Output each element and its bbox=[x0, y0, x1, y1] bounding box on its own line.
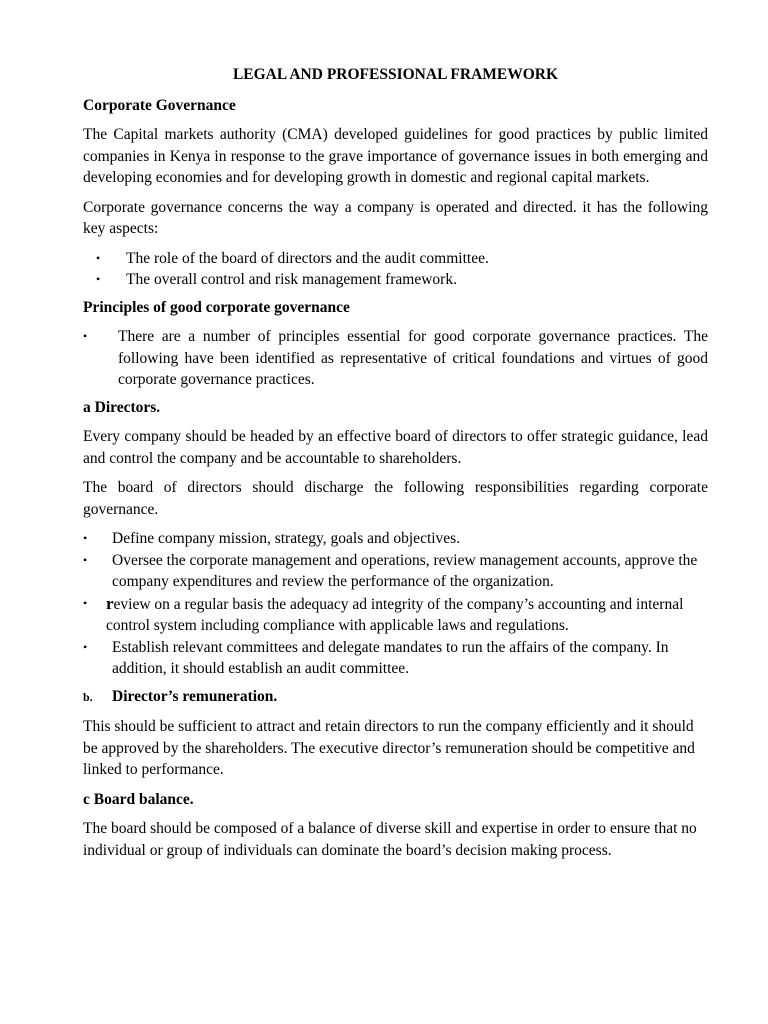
bullet-icon: • bbox=[96, 250, 101, 265]
principles-list bbox=[83, 326, 708, 391]
corporate-governance-heading: Corporate Governance bbox=[83, 96, 236, 114]
list-item bbox=[83, 637, 708, 680]
list-item-initial: r bbox=[106, 593, 114, 613]
list-item bbox=[83, 593, 708, 637]
bullet-icon: • bbox=[96, 272, 101, 286]
directors-heading: a Directors. bbox=[83, 398, 161, 416]
list-item-text: The overall control and risk management framework. bbox=[126, 271, 457, 288]
document-body bbox=[83, 64, 708, 869]
list-item bbox=[83, 248, 708, 270]
principles-heading: Principles of good corporate governance bbox=[83, 298, 350, 316]
document-title: LEGAL AND PROFESSIONAL FRAMEWORK bbox=[232, 66, 559, 83]
list-item-text: There are a number of principles essential for good corporate governance practices. The following have been identified as representative of critical foundations and virtues of good corporate governance practices. bbox=[118, 328, 708, 388]
list-item bbox=[83, 269, 708, 291]
bullet-icon: • bbox=[83, 595, 88, 610]
bullet-icon: • bbox=[83, 531, 88, 545]
list-item-text: Establish relevant committees and delegate mandates to run the affairs of the company. In addition, it should establish an audit committee. bbox=[112, 638, 669, 677]
list-item-text: eview on a regular basis the adequacy ad integrity of the company’s accounting and internal control system including compliance with applicable laws and regulations. bbox=[106, 595, 684, 634]
governance-definition-paragraph: Corporate governance concerns the way a company is operated and directed. it has the following key aspects: bbox=[83, 198, 708, 237]
remuneration-heading bbox=[83, 686, 708, 709]
list-item-text: Define company mission, strategy, goals and objectives. bbox=[112, 530, 461, 547]
cma-paragraph: The Capital markets authority (CMA) developed guidelines for good practices by public limited companies in Kenya in response to the grave importance of governance issues in both emerging and developing economies and for developing growth in domestic and regional capital markets. bbox=[83, 126, 708, 186]
key-aspects-list bbox=[83, 248, 708, 291]
board-balance-paragraph: The board should be composed of a balance of diverse skill and expertise in order to ensure that no individual or group of individuals can dominate the board’s decision making process. bbox=[83, 820, 697, 859]
list-item bbox=[83, 550, 708, 593]
remuneration-letter: b. bbox=[83, 689, 93, 704]
directors-paragraph: Every company should be headed by an effective board of directors to offer strategic guidance, lead and control the company and be accountable to shareholders. bbox=[83, 428, 708, 467]
bullet-icon: • bbox=[83, 639, 88, 654]
list-item bbox=[83, 528, 708, 550]
bullet-icon: • bbox=[83, 329, 88, 343]
board-balance-heading: c Board balance. bbox=[83, 790, 194, 808]
list-item-text: The role of the board of directors and the audit committee. bbox=[126, 249, 489, 267]
responsibilities-intro-paragraph: The board of directors should discharge the following responsibilities regarding corporate governance. bbox=[83, 479, 708, 518]
remuneration-paragraph: This should be sufficient to attract and retain directors to run the company efficiently and it should be approved by the shareholders. The executive director’s remuneration should be competitive and linked to performance. bbox=[83, 718, 695, 778]
responsibilities-list bbox=[83, 528, 708, 680]
list-item bbox=[83, 326, 708, 391]
list-item-text: Oversee the corporate management and operations, review management accounts, approve the company expenditures and review the performance of the organization. bbox=[112, 551, 698, 590]
remuneration-heading-text: Director’s remuneration. bbox=[112, 687, 278, 705]
bullet-icon: • bbox=[83, 552, 88, 567]
